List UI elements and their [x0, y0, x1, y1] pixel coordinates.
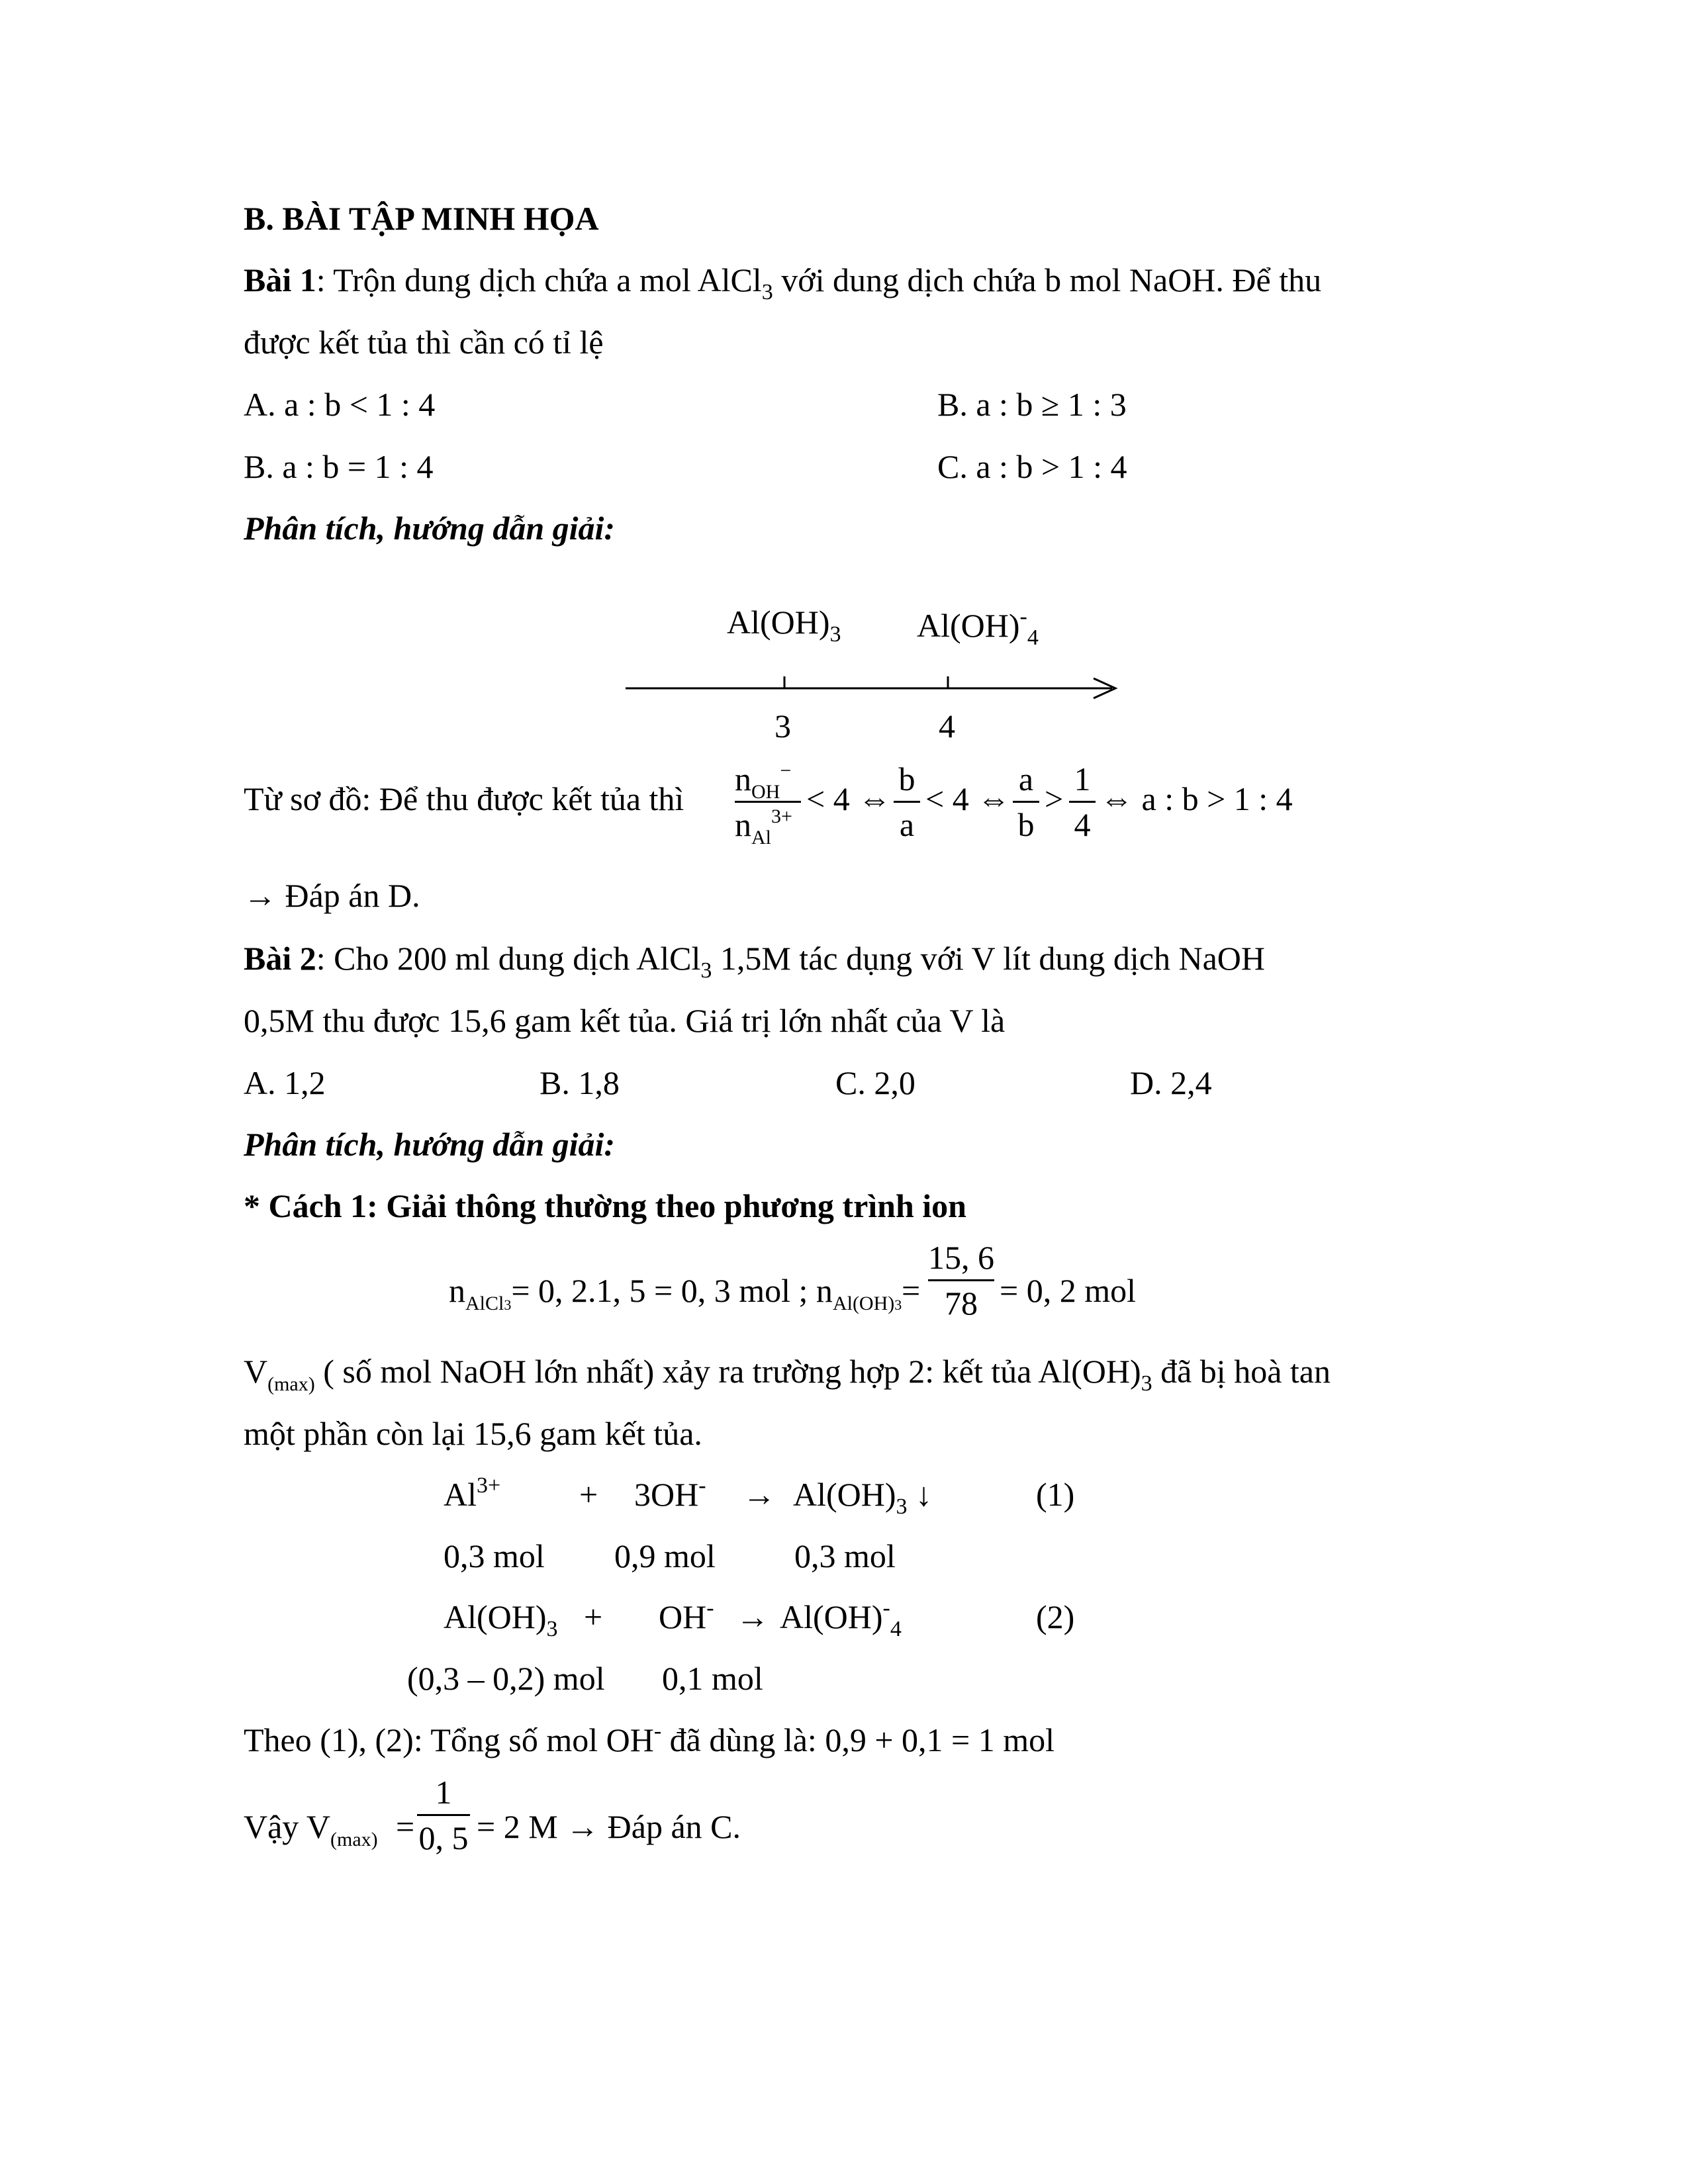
diagram-label-aloh4: $Al(OH)^-_4$	[917, 604, 1039, 650]
r2-arrow: →	[736, 1598, 769, 1635]
tick-label-4: 4	[939, 707, 955, 745]
r2-number: (2)	[1036, 1598, 1075, 1635]
r2-plus: +	[584, 1598, 603, 1635]
r1-mol-oh: 0,9 mol	[614, 1537, 716, 1574]
bai2-option-c: C. 2,0	[835, 1064, 915, 1101]
vmax-line1: $V_{(max)}$ ( số mol NaOH lớn nhất) xảy ra trường hợp 2: kết tủa $Al(OH)_3$ đã bị hoà tan	[244, 1353, 1331, 1396]
r1-reactant-al: $Al^{3+}$	[444, 1473, 501, 1513]
vmax-line2: một phần còn lại 15,6 gam kết tủa.	[244, 1415, 702, 1452]
tick-label-3: 3	[774, 707, 791, 745]
bai1-question-line1: Bài 1: Trộn dung dịch chứa a mol AlCl$_3$ với dung dịch chứa b mol NaOH. Để thu	[244, 261, 1322, 304]
bai2-analysis-heading: Phân tích, hướng dẫn giải:	[244, 1126, 616, 1163]
final-vmax: Vậy $V_{(max)}$	[244, 1808, 378, 1850]
relation-1: < 4 ⇔	[806, 780, 892, 817]
moles-equation-equals: =	[902, 1272, 921, 1309]
bai1-option-2: B. a : b ≥ 1 : 3	[937, 386, 1127, 423]
bai1-derivation-prefix: Từ sơ đồ: Để thu được kết tủa thì	[244, 780, 684, 817]
bai1-option-4: C. a : b > 1 : 4	[937, 448, 1127, 485]
bai2-label: Bài 2	[244, 940, 316, 977]
bai1-question-line2: được kết tủa thì cần có tỉ lệ	[244, 324, 604, 361]
fraction-15-6-over-78: 15, 6 78	[928, 1239, 994, 1322]
bai2-question-line2: 0,5M thu được 15,6 gam kết tủa. Giá trị lớn nhất của V là	[244, 1002, 1006, 1039]
method-1-heading: * Cách 1: Giải thông thường theo phương trình ion	[244, 1187, 966, 1224]
r1-reactant-oh: 3OH-	[634, 1473, 706, 1513]
bai1-option-3: B. a : b = 1 : 4	[244, 448, 434, 485]
fraction-1-over-0-5: 1 0, 5	[417, 1776, 470, 1854]
bai1-option-1: A. a : b < 1 : 4	[244, 386, 436, 423]
total-oh-line: Theo (1), (2): Tổng số mol OH- đã dùng là: 0,9 + 0,1 = 1 mol	[244, 1719, 1055, 1758]
bai2-option-d: D. 2,4	[1130, 1064, 1212, 1101]
r1-number: (1)	[1036, 1476, 1075, 1513]
r1-plus: +	[579, 1476, 598, 1513]
bai1-answer: → Đáp án D.	[244, 877, 420, 914]
relation-3: >	[1045, 780, 1064, 817]
fraction-1-4: 1 4	[1069, 762, 1096, 841]
bai2-question-line1: Bài 2: Cho 200 ml dung dịch AlCl$_3$ 1,5M tác dụng với V lít dung dịch NaOH	[244, 940, 1265, 983]
r2-reactant-aloh3: $Al(OH)_3$	[444, 1598, 558, 1641]
moles-equation: $n_{AlCl3}= 0$, 2.1, 5 = 0, 3 mol ; $n_{Al(OH)3}$	[449, 1272, 902, 1314]
fraction-noh-nal: $n_{OH}^-$ $n_{Al}^{3+}$	[735, 762, 801, 841]
r2-mol-oh: 0,1 mol	[662, 1660, 763, 1697]
r1-mol-al: 0,3 mol	[444, 1537, 545, 1574]
r2-mol-aloh3: (0,3 – 0,2) mol	[407, 1660, 605, 1697]
section-heading: B. BÀI TẬP MINH HỌA	[244, 200, 599, 237]
fraction-a-b: a b	[1013, 762, 1039, 841]
moles-equation-tail: = 0, 2 mol	[1000, 1272, 1136, 1309]
r1-product: $Al(OH)_3$ ↓	[793, 1476, 933, 1519]
r2-product: $Al(OH)^-_4$	[780, 1596, 902, 1641]
bai1-analysis-heading: Phân tích, hướng dẫn giải:	[244, 510, 616, 547]
final-equals: =	[396, 1808, 415, 1845]
bai1-label: Bài 1	[244, 261, 316, 298]
bai2-option-a: A. 1,2	[244, 1064, 326, 1101]
relation-2: < 4 ⇔	[925, 780, 1011, 817]
bai2-option-b: B. 1,8	[539, 1064, 620, 1101]
r2-reactant-oh: OH-	[659, 1596, 714, 1635]
diagram-label-aloh3: $Al(OH)_3$	[727, 604, 841, 647]
final-result: = 2 M → Đáp án C.	[477, 1808, 741, 1845]
r1-arrow: →	[743, 1476, 776, 1513]
r1-mol-product: 0,3 mol	[794, 1537, 896, 1574]
fraction-b-a: b a	[894, 762, 920, 841]
relation-4: ⇔ a : b > 1 : 4	[1100, 780, 1293, 817]
